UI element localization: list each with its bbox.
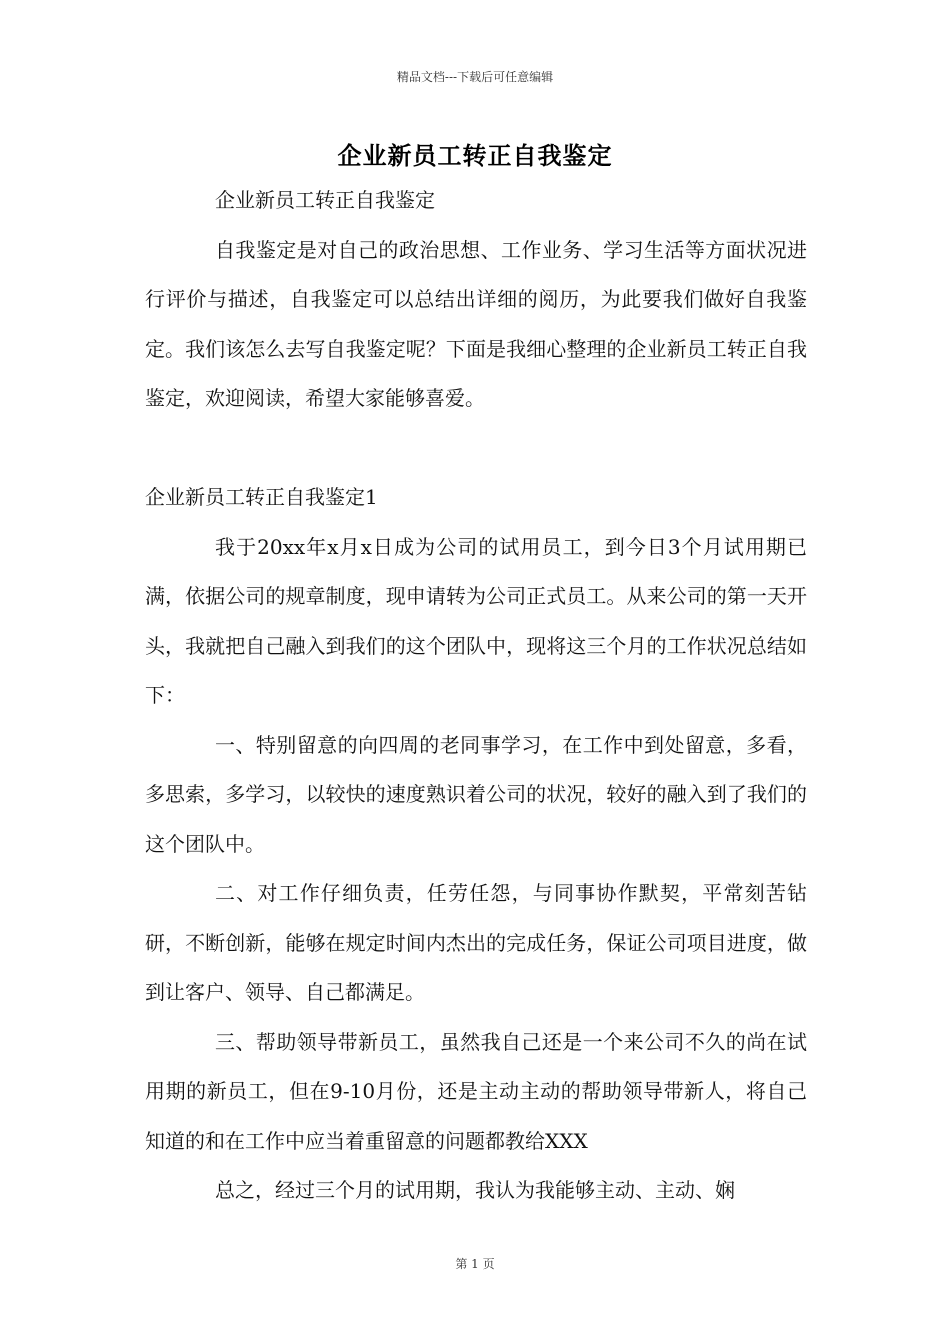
document-title: 企业新员工转正自我鉴定 [337, 141, 613, 170]
paragraph-body: 三、帮助领导带新员工，虽然我自己还是一个来公司不久的尚在试用期的新员工，但在9-10月份，还是主动主动的帮助领导带新人，将自己知道的和在工作中应当着重留意的问题都教给XXX [145, 1029, 807, 1153]
paragraph-body: 我于20xx年x月x日成为公司的试用员工，到今日3个月试用期已满，依据公司的规章制度，现申请转为公司正式员工。从来公司的第一天开头，我就把自己融入到我们的这个团队中，现将这三个月的工作状况总结如下： [145, 534, 807, 707]
paragraph-body: 总之，经过三个月的试用期，我认为我能够主动、主动、娴 [215, 1178, 735, 1202]
paragraph-body: 一、特别留意的向四周的老同事学习，在工作中到处留意，多看，多思索，多学习，以较快的速度熟识着公司的状况，较好的融入到了我们的这个团队中。 [145, 732, 807, 856]
paragraph-subtitle: 企业新员工转正自我鉴定 [215, 188, 435, 212]
section-heading: 企业新员工转正自我鉴定1 [145, 485, 378, 509]
page-number: 第 1 页 [455, 1257, 495, 1271]
paragraph-intro: 自我鉴定是对自己的政治思想、工作业务、学习生活等方面状况进行评价与描述，自我鉴定可以总结出详细的阅历，为此要我们做好自我鉴定。我们该怎么去写自我鉴定呢？下面是我细心整理的企业新员工转正自我鉴定，欢迎阅读，希望大家能够喜爱。 [145, 237, 807, 410]
document-body [145, 176, 807, 1216]
paragraph-body: 二、对工作仔细负责，任劳任怨，与同事协作默契，平常刻苦钻研，不断创新，能够在规定时间内杰出的完成任务，保证公司项目进度，做到让客户、领导、自己都满足。 [145, 881, 807, 1004]
page-header: 精品文档---下载后可任意编辑 [396, 70, 554, 84]
spacer [145, 424, 807, 474]
